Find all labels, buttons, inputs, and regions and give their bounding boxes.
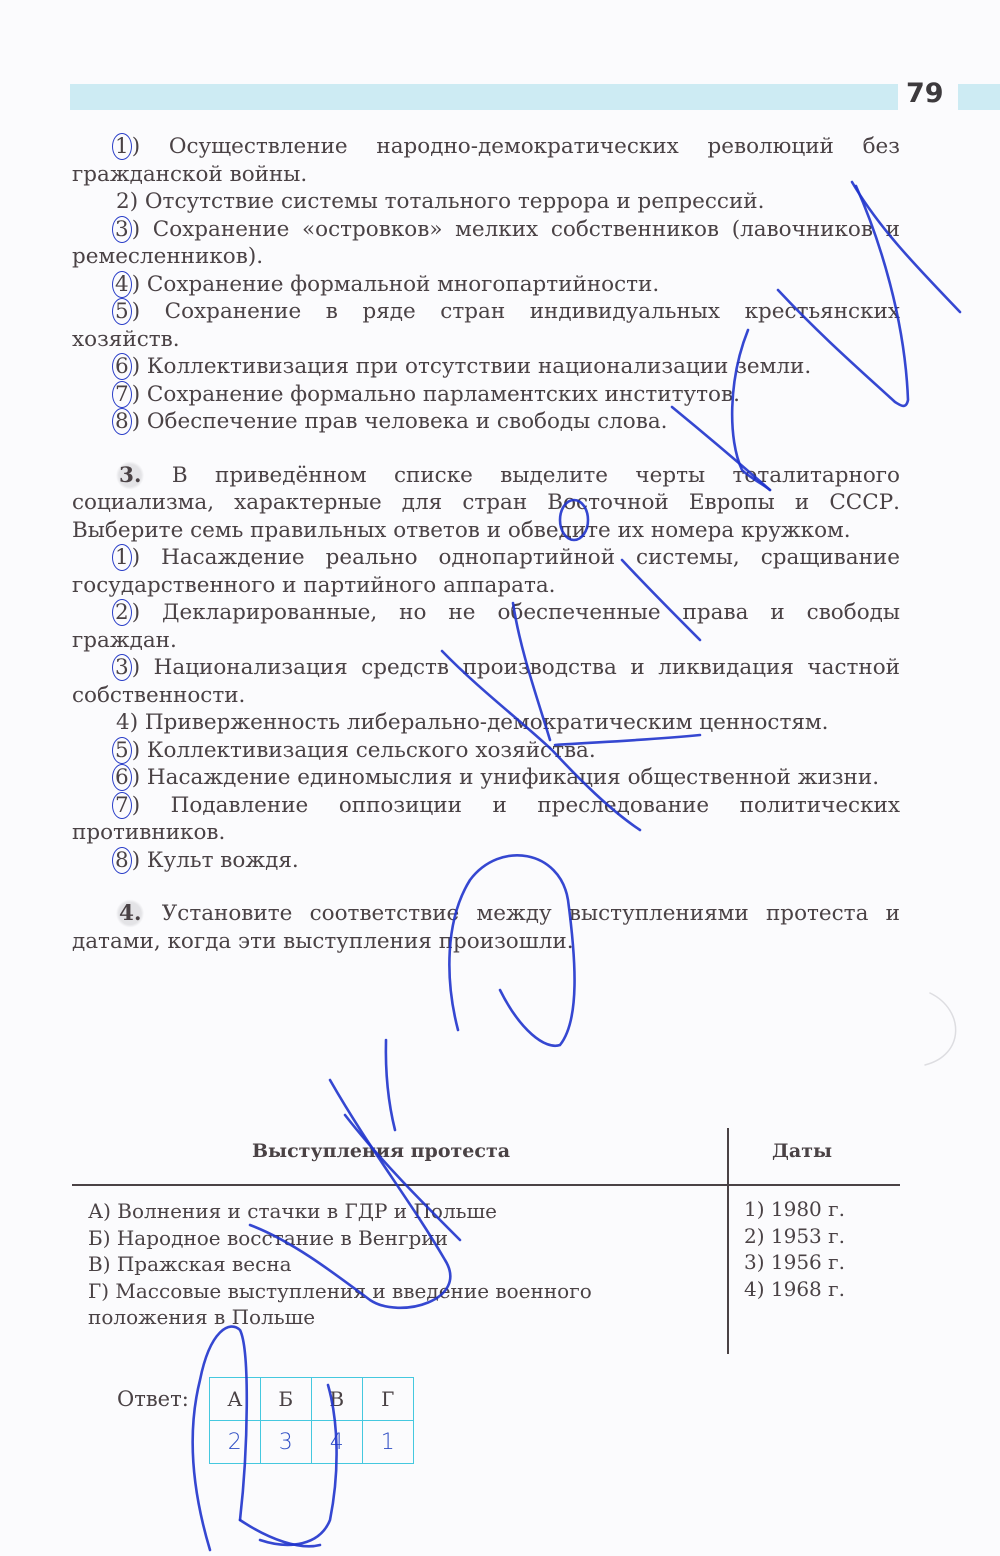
event-item: Б) Народное восстание в Венгрии xyxy=(88,1225,448,1250)
option-number-circled: 5 xyxy=(112,737,132,764)
option-text: Отсутствие системы тотального террора и репрессий. xyxy=(144,189,765,214)
option-number-circled: 4 xyxy=(112,271,132,298)
column-header-dates: Даты xyxy=(772,1140,833,1162)
option-text: Культ вождя. xyxy=(146,847,299,873)
table-header-row xyxy=(72,1128,900,1186)
page-header xyxy=(70,78,1000,110)
option-number-circled: 7 xyxy=(112,381,132,408)
option-number: 2 xyxy=(116,189,130,214)
paren: ) xyxy=(131,545,162,570)
task3-option-4[interactable] xyxy=(72,709,900,737)
answer-label: Ответ: xyxy=(117,1387,189,1411)
paren: ) xyxy=(131,737,147,763)
option-number-circled: 8 xyxy=(112,847,132,874)
option-number-circled: 8 xyxy=(112,408,132,435)
pen-stroke xyxy=(386,1040,395,1130)
option-number-circled: 2 xyxy=(112,599,132,626)
task3-option-1[interactable] xyxy=(72,544,900,599)
task3-prompt-text: В приведённом списке выделите черты тоталитарного социализма, характерные для стран Восточной Европы и СССР. Выберите семь правильных ответов и обведите их номера кружком. xyxy=(72,462,900,543)
answer-input-cell[interactable]: 4 xyxy=(311,1421,362,1464)
task3-options xyxy=(72,544,900,874)
paren: ) xyxy=(131,354,147,379)
header-color-bar xyxy=(70,84,898,110)
option-text: Сохранение в ряде стран индивидуальных крестьянских хозяйств. xyxy=(72,299,900,352)
option-number-circled: 7 xyxy=(112,792,132,819)
answer-input-cell[interactable]: 1 xyxy=(362,1421,413,1464)
task-number-badge: 3. xyxy=(116,461,144,490)
event-item: А) Волнения и стачки в ГДР и Польше xyxy=(88,1199,497,1223)
task3-option-7[interactable] xyxy=(72,792,900,847)
option-text: Коллективизация сельского хозяйства. xyxy=(146,737,596,763)
task2-option-1[interactable] xyxy=(72,133,900,188)
option-number-circled: 3 xyxy=(112,216,132,243)
option-text: Декларированные, но не обеспеченные права и свободы граждан. xyxy=(72,600,900,653)
task2-option-2[interactable] xyxy=(72,188,900,216)
answer-input-cell[interactable]: 2 xyxy=(209,1421,260,1464)
option-number-circled: 5 xyxy=(112,298,132,325)
paren: ) xyxy=(129,189,145,214)
task4-prompt-text: Установите соответствие между выступлениями протеста и датами, когда эти выступления произошли. xyxy=(72,901,900,954)
paren: ) xyxy=(131,765,147,790)
task3-prompt xyxy=(72,462,900,545)
task3-option-6[interactable] xyxy=(72,764,900,792)
option-text: Коллективизация при отсутствии национализации земли. xyxy=(146,354,812,379)
paren: ) xyxy=(131,271,147,297)
task3-option-2[interactable] xyxy=(72,599,900,654)
paren: ) xyxy=(131,655,154,680)
paren: ) xyxy=(131,381,147,407)
task4-prompt xyxy=(72,900,900,955)
table-body xyxy=(72,1186,900,1356)
date-item: 3) 1956 г. xyxy=(744,1250,845,1274)
ghost-arc xyxy=(925,993,956,1065)
task3-option-8[interactable] xyxy=(72,847,900,875)
paren: ) xyxy=(131,792,171,818)
task2-option-6[interactable] xyxy=(72,353,900,381)
pen-stroke xyxy=(240,1520,320,1546)
task2-option-3[interactable] xyxy=(72,216,900,271)
date-item: 2) 1953 г. xyxy=(744,1223,845,1248)
option-text: Сохранение формально парламентских институтов. xyxy=(146,381,740,407)
paren: ) xyxy=(131,299,165,324)
answer-values-row xyxy=(209,1421,413,1464)
paren: ) xyxy=(131,409,147,434)
paren: ) xyxy=(131,216,153,242)
dates-list xyxy=(744,1196,845,1302)
matching-table xyxy=(72,1128,900,1356)
answer-letter-cell: Г xyxy=(362,1378,413,1421)
column-header-events: Выступления протеста xyxy=(252,1140,511,1162)
option-text: Сохранение формальной многопартийности. xyxy=(146,271,660,297)
answer-input-cell[interactable]: 3 xyxy=(260,1421,311,1464)
option-text: Обеспечение прав человека и свободы слова. xyxy=(146,409,668,434)
option-number-circled: 3 xyxy=(112,654,132,681)
task3-option-5[interactable] xyxy=(72,737,900,765)
option-text: Сохранение «островков» мелких собственников (лавочников и ремесленников). xyxy=(72,216,900,269)
event-item: Г) Массовые выступления и введение военного положения в Польше xyxy=(88,1278,592,1329)
header-color-bar-end xyxy=(958,84,1000,110)
task2-option-8[interactable] xyxy=(72,408,900,436)
option-text: Приверженность либерально-демократическим ценностям. xyxy=(144,710,829,735)
answer-letter-cell: А xyxy=(209,1378,260,1421)
date-item: 1) 1980 г. xyxy=(744,1197,845,1221)
answer-letter-cell: В xyxy=(311,1378,362,1421)
answer-section xyxy=(117,1377,414,1464)
event-item: В) Пражская весна xyxy=(88,1252,292,1276)
task2-options xyxy=(72,133,900,436)
page-content xyxy=(72,133,900,955)
option-number-circled: 1 xyxy=(112,544,132,571)
option-number-circled: 1 xyxy=(112,133,132,160)
task-number-badge: 4. xyxy=(116,899,144,928)
option-number-circled: 6 xyxy=(112,353,132,380)
option-number-circled: 6 xyxy=(112,764,132,791)
paren: ) xyxy=(131,600,163,625)
events-list xyxy=(88,1198,708,1331)
answer-letter-cell: Б xyxy=(260,1378,311,1421)
option-text: Насаждение единомыслия и унификация общественной жизни. xyxy=(146,765,880,790)
task2-option-4[interactable] xyxy=(72,271,900,299)
option-text: Подавление оппозиции и преследование политических противников. xyxy=(72,792,900,845)
paren: ) xyxy=(131,847,147,873)
paren: ) xyxy=(131,134,169,159)
answer-grid xyxy=(209,1377,414,1464)
answer-letters-row xyxy=(209,1378,413,1421)
date-item: 4) 1968 г. xyxy=(744,1276,845,1301)
task2-option-7[interactable] xyxy=(72,381,900,409)
page-number: 79 xyxy=(906,78,944,109)
task3-option-3[interactable] xyxy=(72,654,900,709)
option-text: Национализация средств производства и ликвидация частной собственности. xyxy=(72,655,900,708)
paren: ) xyxy=(129,710,145,735)
option-text: Осуществление народно-демократических революций без гражданской войны. xyxy=(72,134,900,187)
option-number: 4 xyxy=(116,710,130,735)
option-text: Насаждение реально однопартийной системы, сращивание государственного и партийного аппарата. xyxy=(72,545,900,598)
task2-option-5[interactable] xyxy=(72,298,900,353)
